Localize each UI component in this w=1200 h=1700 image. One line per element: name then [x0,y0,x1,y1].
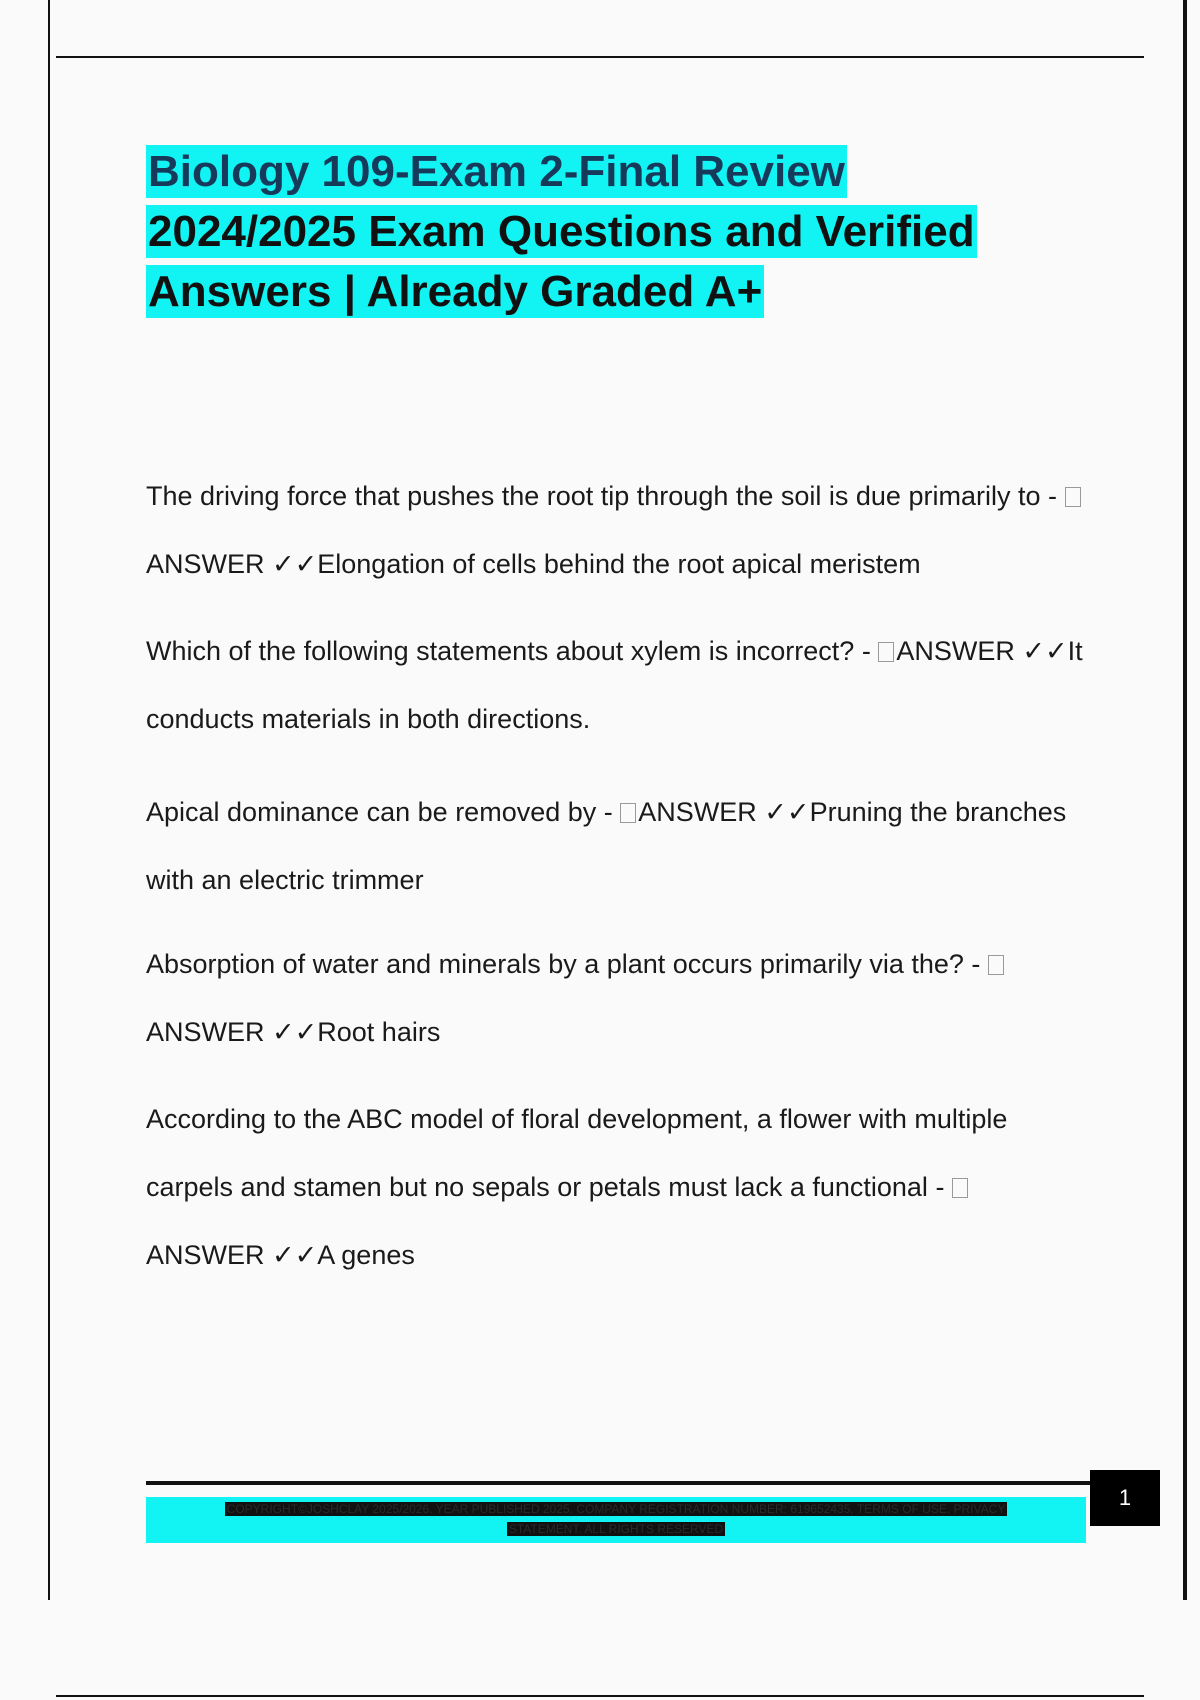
answer-text: Root hairs [317,1017,441,1047]
qa-item-5 [146,1085,1086,1289]
answer-text: Elongation of cells behind the root apical meristem [317,549,921,579]
answer-text: Pruning the branches with an electric trimmer [146,797,1067,895]
document-title [146,142,1106,322]
qa-item-1 [146,462,1086,598]
qa-item-2 [146,617,1086,753]
page-left-border [48,0,50,1600]
missing-glyph-box-icon [952,1178,968,1198]
qa-item-3 [146,778,1086,914]
question-separator: - [935,1172,945,1202]
question-text: According to the ABC model of floral development, a flower with multiple carpels and stamen but no sepals or petals must lack a functional [146,1104,1008,1202]
page-right-border [1183,0,1187,1600]
title-line-1: Biology 109-Exam 2-Final Review [148,147,845,196]
answer-marker: ANSWER ✓✓ [896,636,1068,666]
question-separator: - [1047,481,1057,511]
question-separator: - [971,949,981,979]
question-separator: - [603,797,613,827]
question-text: Apical dominance can be removed by [146,797,597,827]
answer-marker: ANSWER ✓✓ [638,797,810,827]
question-separator: - [861,636,871,666]
title-line-2: 2024/2025 Exam Questions and Verified [148,207,975,256]
next-page-rule [56,1695,1144,1697]
missing-glyph-box-icon [878,642,894,662]
qa-item-4 [146,930,1086,1066]
copyright-line-2: STATEMENT. ALL RIGHTS RESERVED [508,1522,724,1536]
missing-glyph-box-icon [620,803,636,823]
answer-marker: ANSWER ✓✓ [146,1017,318,1047]
answer-marker: ANSWER ✓✓ [146,1240,318,1270]
question-text: Absorption of water and minerals by a plant occurs primarily via the? [146,949,964,979]
answer-text: A genes [317,1240,415,1270]
question-text: The driving force that pushes the root tip through the soil is due primarily to [146,481,1041,511]
missing-glyph-box-icon [1065,487,1081,507]
answer-text: It conducts materials in both directions. [146,636,1083,734]
question-text: Which of the following statements about xylem is incorrect? [146,636,855,666]
copyright-line-1: COPYRIGHT©JOSHCLAY 2025/2026. YEAR PUBLISHED 2025. COMPANY REGISTRATION NUMBER: 619652435. TERMS OF USE. PRIVACY [226,1502,1006,1516]
page-number: 1 [1090,1470,1160,1526]
title-line-3: Answers | Already Graded A+ [148,267,763,316]
header-rule [56,56,1144,58]
missing-glyph-box-icon [988,955,1004,975]
copyright-footer [146,1497,1086,1543]
footer-rule [146,1481,1090,1485]
answer-marker: ANSWER ✓✓ [146,549,318,579]
